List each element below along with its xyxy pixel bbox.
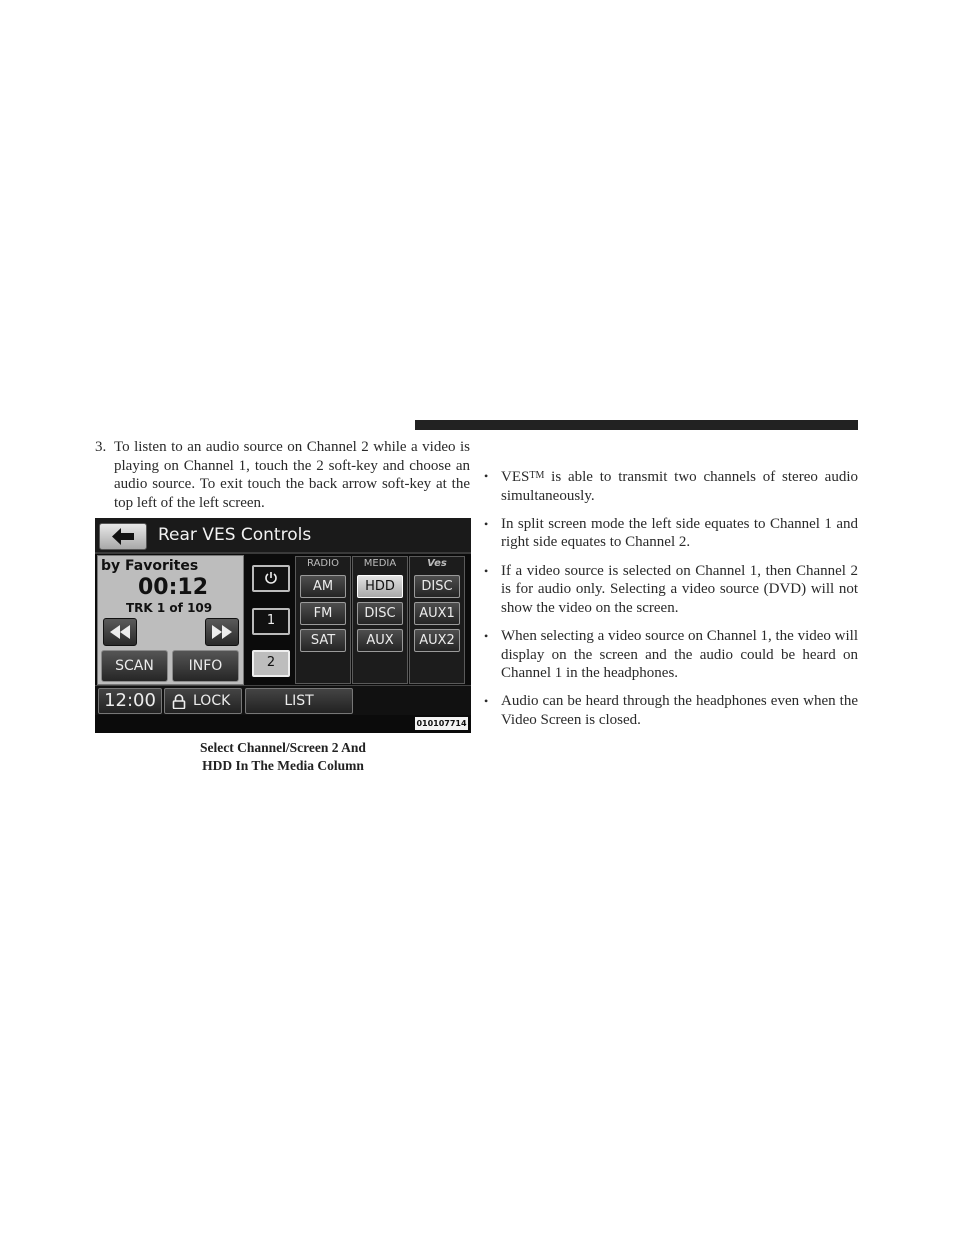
left-column	[95, 438, 470, 512]
power-button[interactable]	[252, 565, 290, 592]
lock-button[interactable]	[164, 688, 242, 714]
rear-ves-controls-figure	[95, 518, 471, 733]
fm-button[interactable]: FM	[300, 602, 346, 625]
ves-brand: VES	[501, 469, 530, 485]
bullet-item: • In split screen mode the left side equates to Channel 1 and right side equates to Channel 2.	[484, 515, 858, 552]
figure-id-label: 010107714	[416, 719, 467, 728]
step-text: To listen to an audio source on Channel 2 while a video is playing on Channel 1, touch the 2 soft-key and choose an audio source. To exit touch the back arrow soft-key at the top left of the left screen.	[114, 439, 470, 511]
power-icon	[264, 571, 278, 585]
playlist-source: by Favorites	[101, 558, 199, 574]
radio-column-header: RADIO	[307, 558, 339, 569]
ves-column	[409, 556, 465, 684]
am-button[interactable]: AM	[300, 575, 346, 598]
scan-button[interactable]: SCAN	[101, 650, 168, 682]
bottom-bar	[95, 685, 471, 715]
channel-1-key[interactable]: 1	[252, 608, 290, 635]
media-aux-button[interactable]: AUX	[357, 629, 403, 652]
clock-display[interactable]: 12:00	[98, 688, 162, 714]
track-counter: TRK 1 of 109	[126, 601, 213, 615]
bullet-text: is able to transmit two channels of stereo audio simultaneously.	[501, 469, 858, 504]
ves-logo: Ves	[427, 558, 447, 569]
bullet-item: • If a video source is selected on Channel 1, then Channel 2 is for audio only. Selecting a video source (DVD) will not show the video on the screen.	[484, 562, 858, 618]
aux1-button[interactable]: AUX1	[414, 602, 460, 625]
bullet-item: • Audio can be heard through the headphones even when the Video Screen is closed.	[484, 692, 858, 729]
caption-line-1: Select Channel/Screen 2 And	[200, 740, 366, 755]
back-arrow-icon	[112, 528, 134, 545]
right-column	[484, 467, 858, 739]
caption-line-2: HDD In The Media Column	[202, 757, 364, 773]
bullet-item: • When selecting a video source on Channel 1, the video will display on the screen and the audio could be heard on Channel 1 in the headphones.	[484, 627, 858, 683]
aux2-button[interactable]: AUX2	[414, 629, 460, 652]
seek-back-button[interactable]	[103, 618, 137, 646]
channel-2-key[interactable]: 2	[252, 650, 290, 677]
section-header-bar	[415, 420, 858, 430]
sat-button[interactable]: SAT	[300, 629, 346, 652]
media-column-header: MEDIA	[363, 558, 397, 569]
figure-header	[95, 518, 471, 554]
back-arrow-button[interactable]	[99, 523, 147, 550]
list-button[interactable]: LIST	[245, 688, 353, 714]
radio-column	[295, 556, 351, 684]
rewind-icon	[110, 625, 130, 639]
trademark-mark: TM	[529, 470, 545, 481]
lock-icon	[172, 694, 186, 709]
elapsed-time: 00:12	[138, 575, 209, 600]
info-button[interactable]: INFO	[172, 650, 239, 682]
media-disc-button[interactable]: DISC	[357, 602, 403, 625]
step-number: 3.	[95, 439, 107, 455]
lock-label: LOCK	[193, 693, 231, 709]
media-column	[352, 556, 408, 684]
step-3	[95, 438, 470, 512]
hdd-button[interactable]: HDD	[357, 575, 403, 598]
screen-title: Rear VES Controls	[158, 525, 312, 545]
figure-caption	[95, 739, 471, 774]
seek-forward-button[interactable]	[205, 618, 239, 646]
fast-forward-icon	[212, 625, 232, 639]
ves-disc-button[interactable]: DISC	[414, 575, 460, 598]
bullet-item	[484, 467, 858, 505]
